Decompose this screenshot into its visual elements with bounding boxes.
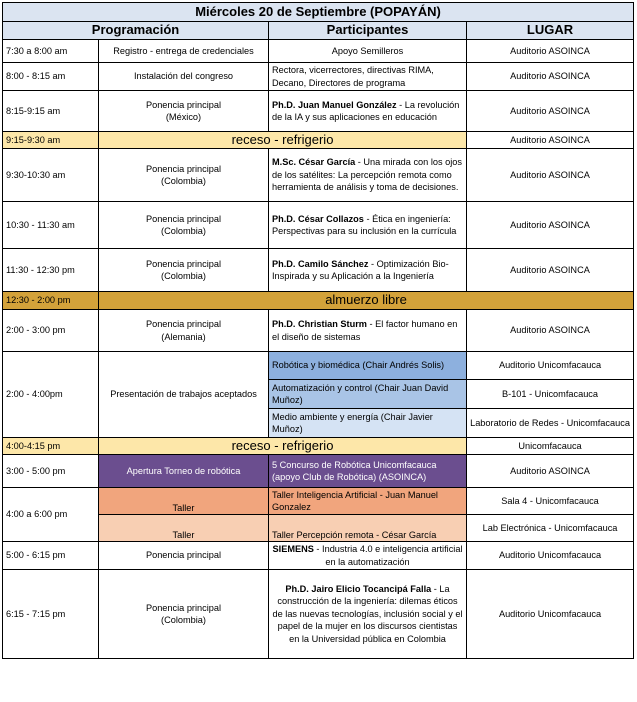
participant-cell: Apoyo Semilleros bbox=[269, 40, 467, 63]
schedule-title: Miércoles 20 de Septiembre (POPAYÁN) bbox=[3, 3, 634, 22]
program-line-1: Ponencia principal bbox=[145, 163, 222, 174]
time-cell: 11:30 - 12:30 pm bbox=[3, 249, 99, 292]
program-cell bbox=[99, 202, 269, 249]
participant-cell bbox=[269, 542, 467, 570]
speaker-name: Ph.D. César Collazos bbox=[272, 213, 364, 224]
participant-cell bbox=[269, 149, 467, 202]
lunch-row bbox=[3, 292, 634, 310]
time-cell: 9:30-10:30 am bbox=[3, 149, 99, 202]
program-cell: Registro - entrega de credenciales bbox=[99, 40, 269, 63]
place-cell: Unicomfacauca bbox=[467, 438, 634, 455]
place-cell: Auditorio Unicomfacauca bbox=[467, 352, 634, 380]
time-cell: 6:15 - 7:15 pm bbox=[3, 570, 99, 659]
place-cell: Auditorio ASOINCA bbox=[467, 455, 634, 488]
time-cell: 8:15-9:15 am bbox=[3, 91, 99, 132]
program-line-1: Ponencia principal bbox=[145, 213, 222, 224]
speaker-name: Ph.D. Christian Sturm bbox=[272, 319, 367, 330]
time-cell: 10:30 - 11:30 am bbox=[3, 202, 99, 249]
time-cell: 7:30 a 8:00 am bbox=[3, 40, 99, 63]
session-cell: Automatización y control (Chair Juan David Muñoz) bbox=[269, 380, 467, 409]
table-row bbox=[3, 149, 634, 202]
participant-cell bbox=[269, 202, 467, 249]
speaker-name: M.Sc. César García bbox=[272, 157, 356, 168]
header-participantes: Participantes bbox=[269, 22, 467, 40]
talk-title: - Una mirada con los ojos de los satélites: La percepción remota como herramienta de análisis y toma de decisiones. bbox=[272, 157, 462, 193]
table-row bbox=[3, 249, 634, 292]
speaker-name: SIEMENS bbox=[272, 544, 314, 555]
table-row bbox=[3, 63, 634, 91]
program-cell bbox=[99, 91, 269, 132]
session-cell: Robótica y biomédica (Chair Andrés Solis) bbox=[269, 352, 467, 380]
time-cell: 4:00 a 6:00 pm bbox=[3, 488, 99, 542]
program-line-2: (Colombia) bbox=[161, 615, 206, 625]
talk-title: - El factor humano en el diseño de sistemas bbox=[272, 319, 458, 342]
time-cell: 2:00 - 4:00pm bbox=[3, 352, 99, 438]
table-row bbox=[3, 40, 634, 63]
place-cell: Auditorio ASOINCA bbox=[467, 63, 634, 91]
place-cell: Auditorio ASOINCA bbox=[467, 249, 634, 292]
program-cell bbox=[99, 249, 269, 292]
program-cell bbox=[99, 149, 269, 202]
table-row bbox=[3, 91, 634, 132]
place-cell: Lab Electrónica - Unicomfacauca bbox=[467, 515, 634, 542]
talk-title: - La revolución de la IA y sus aplicaciones en educación bbox=[272, 99, 460, 122]
place-cell: Auditorio ASOINCA bbox=[467, 310, 634, 352]
table-row bbox=[3, 542, 634, 570]
program-line-2: (México) bbox=[165, 112, 202, 122]
place-cell: Auditorio ASOINCA bbox=[467, 40, 634, 63]
talk-title: - La construcción de la ingeniería: dilemas éticos de las nuevas tecnologías, inclusión social y el papel de la mujer en los discursos cientistas en la Universidad pública en Colombia bbox=[272, 583, 463, 644]
program-cell: Taller bbox=[99, 488, 269, 515]
time-cell: 9:15-9:30 am bbox=[3, 132, 99, 149]
table-row bbox=[3, 570, 634, 659]
table-row bbox=[3, 310, 634, 352]
schedule-table bbox=[2, 2, 634, 659]
place-cell: Auditorio ASOINCA bbox=[467, 132, 634, 149]
program-cell: Apertura Torneo de robótica bbox=[99, 455, 269, 488]
table-row bbox=[3, 488, 634, 515]
program-cell: Taller bbox=[99, 515, 269, 542]
session-cell: Medio ambiente y energía (Chair Javier Muñoz) bbox=[269, 409, 467, 438]
participant-cell: 5 Concurso de Robótica Unicomfacauca (apoyo Club de Robótica) (ASOINCA) bbox=[269, 455, 467, 488]
table-row bbox=[3, 455, 634, 488]
table-row bbox=[3, 202, 634, 249]
time-cell: 2:00 - 3:00 pm bbox=[3, 310, 99, 352]
program-cell: Ponencia principal bbox=[99, 542, 269, 570]
speaker-name: Ph.D. Jairo Elicio Tocancipá Falla bbox=[285, 583, 432, 594]
recess-row bbox=[3, 132, 634, 149]
participant-cell: Taller Inteligencia Artificial - Juan Manuel Gonzalez bbox=[269, 488, 467, 515]
time-cell: 5:00 - 6:15 pm bbox=[3, 542, 99, 570]
recess-label: receso - refrigerio bbox=[99, 132, 467, 149]
time-cell: 3:00 - 5:00 pm bbox=[3, 455, 99, 488]
participant-cell: Taller Percepción remota - César García bbox=[269, 515, 467, 542]
participant-cell bbox=[269, 310, 467, 352]
program-cell: Instalación del congreso bbox=[99, 63, 269, 91]
program-line-1: Ponencia principal bbox=[145, 99, 222, 110]
talk-title: - Optimización Bio-Inspirada y su Aplicación a la Ingeniería bbox=[272, 258, 449, 281]
place-cell: Auditorio ASOINCA bbox=[467, 149, 634, 202]
talk-title: - Ética en ingeniería: Perspectivas para su inclusión en la currícula bbox=[272, 213, 457, 236]
program-line-2: (Colombia) bbox=[161, 271, 206, 281]
program-line-2: (Colombia) bbox=[161, 176, 206, 186]
participant-cell bbox=[269, 570, 467, 659]
program-cell bbox=[99, 310, 269, 352]
speaker-name: Ph.D. Camilo Sánchez bbox=[272, 258, 369, 269]
place-cell: Auditorio ASOINCA bbox=[467, 91, 634, 132]
time-cell: 8:00 - 8:15 am bbox=[3, 63, 99, 91]
header-lugar: LUGAR bbox=[467, 22, 634, 40]
program-cell bbox=[99, 570, 269, 659]
place-cell: Laboratorio de Redes - Unicomfacauca bbox=[467, 409, 634, 438]
time-cell: 12:30 - 2:00 pm bbox=[3, 292, 99, 310]
table-row bbox=[3, 352, 634, 380]
time-cell: 4:00-4:15 pm bbox=[3, 438, 99, 455]
header-programacion: Programación bbox=[3, 22, 269, 40]
program-line-2: (Colombia) bbox=[161, 226, 206, 236]
participant-cell bbox=[269, 91, 467, 132]
lunch-label: almuerzo libre bbox=[99, 292, 634, 310]
program-cell: Presentación de trabajos aceptados bbox=[99, 352, 269, 438]
program-line-1: Ponencia principal bbox=[145, 319, 222, 330]
participant-cell: Rectora, vicerrectores, directivas RIMA, Decano, Directores de programa bbox=[269, 63, 467, 91]
place-cell: Auditorio Unicomfacauca bbox=[467, 570, 634, 659]
place-cell: Auditorio ASOINCA bbox=[467, 202, 634, 249]
program-line-2: (Alemania) bbox=[161, 331, 206, 342]
place-cell: Auditorio Unicomfacauca bbox=[467, 542, 634, 570]
talk-title: - Industria 4.0 e inteligencia artificial en la automatización bbox=[313, 544, 463, 567]
program-line-1: Ponencia principal bbox=[145, 258, 222, 269]
speaker-name: Ph.D. Juan Manuel González bbox=[272, 99, 397, 110]
place-cell: B-101 - Unicomfacauca bbox=[467, 380, 634, 409]
program-line-1: Ponencia principal bbox=[145, 602, 222, 613]
participant-cell bbox=[269, 249, 467, 292]
recess-label: receso - refrigerio bbox=[99, 438, 467, 455]
recess-row bbox=[3, 438, 634, 455]
place-cell: Sala 4 - Unicomfacauca bbox=[467, 488, 634, 515]
